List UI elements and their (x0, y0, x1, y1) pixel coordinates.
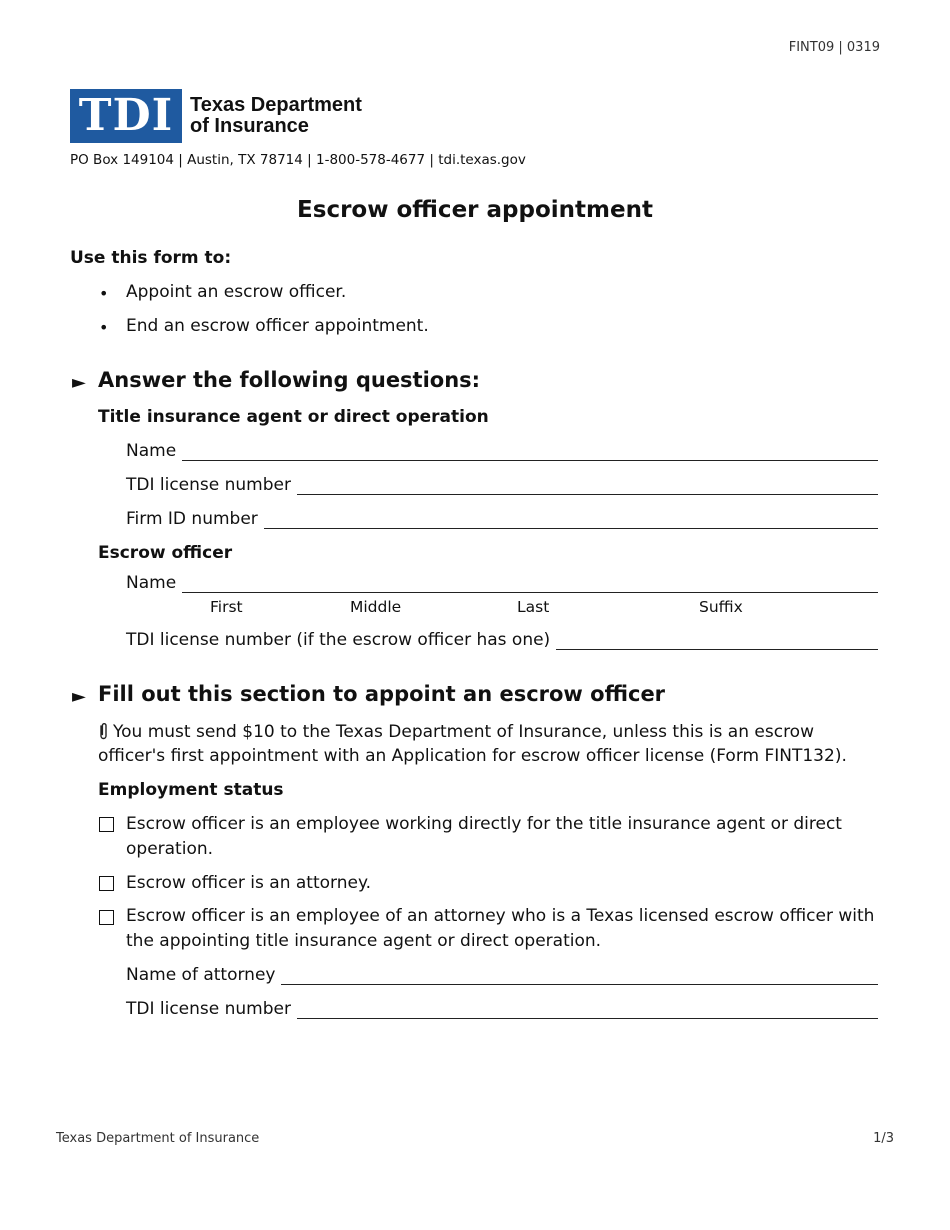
officer-name-label: Name (126, 573, 177, 593)
firm-id-label: Firm ID number (126, 509, 258, 529)
attorney-license-line[interactable] (297, 1000, 878, 1019)
employment-option-label: Escrow officer is an employee working directly for the title insurance agent or direct operation. (126, 814, 842, 859)
officer-heading: Escrow officer (98, 543, 233, 563)
section-arrow-icon: ► (72, 372, 86, 393)
attorney-name-label: Name of attorney (126, 965, 276, 985)
use-form-heading: Use this form to: (70, 248, 232, 268)
employment-option-employee-checkbox[interactable] (99, 817, 114, 832)
name-part-first: First (210, 598, 243, 616)
tdi-logo: TDI (70, 89, 182, 143)
bullet-icon: • (99, 318, 109, 337)
appoint-heading: Fill out this section to appoint an escrow officer (98, 682, 666, 706)
logo-name-line1: Texas Department (190, 94, 362, 116)
agency-address: PO Box 149104 | Austin, TX 78714 | 1-800-578-4677 | tdi.texas.gov (70, 152, 526, 168)
page-number: 1/3 (873, 1131, 894, 1146)
attorney-license-field[interactable] (126, 999, 878, 1019)
officer-name-line[interactable] (182, 574, 878, 593)
employment-option-attorney-checkbox[interactable] (99, 876, 114, 891)
fee-notice-text: You must send $10 to the Texas Department of Insurance, unless this is an escrow officer's first appointment with an Application for escrow officer license (Form FINT132). (98, 722, 847, 766)
agent-license-field[interactable] (126, 475, 878, 495)
logo-agency-name (190, 95, 362, 137)
fee-notice (98, 720, 878, 768)
bullet-icon: • (99, 284, 109, 303)
attorney-license-label: TDI license number (126, 999, 291, 1019)
agent-name-label: Name (126, 441, 177, 461)
officer-license-label: TDI license number (if the escrow officer has one) (126, 630, 551, 650)
agent-license-line[interactable] (297, 476, 878, 495)
employment-option-attorney-employee-checkbox[interactable] (99, 910, 114, 925)
attorney-name-line[interactable] (281, 966, 878, 985)
agent-license-label: TDI license number (126, 475, 291, 495)
employment-heading: Employment status (98, 780, 284, 800)
page-title: Escrow officer appointment (297, 197, 653, 223)
agent-name-field[interactable] (126, 441, 878, 461)
paperclip-icon (98, 722, 109, 740)
use-form-item: Appoint an escrow officer. (126, 282, 347, 302)
firm-id-field[interactable] (126, 509, 878, 529)
officer-name-field[interactable] (126, 573, 878, 593)
questions-heading: Answer the following questions: (98, 368, 481, 392)
employment-option-label: Escrow officer is an employee of an attorney who is a Texas licensed escrow officer with the appointing title insurance agent or direct operation. (126, 906, 875, 951)
officer-license-line[interactable] (556, 631, 878, 650)
agent-name-line[interactable] (182, 442, 878, 461)
logo-name-line2: of Insurance (190, 115, 309, 137)
section-arrow-icon: ► (72, 686, 86, 707)
form-code: FINT09 | 0319 (788, 40, 880, 55)
name-part-suffix: Suffix (699, 598, 743, 616)
footer-agency: Texas Department of Insurance (56, 1131, 260, 1146)
agent-heading: Title insurance agent or direct operation (98, 407, 489, 427)
attorney-name-field[interactable] (126, 965, 878, 985)
name-part-last: Last (517, 598, 550, 616)
employment-option-label: Escrow officer is an attorney. (126, 873, 371, 893)
name-part-middle: Middle (350, 598, 402, 616)
use-form-item: End an escrow officer appointment. (126, 316, 429, 336)
officer-license-field[interactable] (126, 630, 878, 650)
firm-id-line[interactable] (264, 510, 878, 529)
